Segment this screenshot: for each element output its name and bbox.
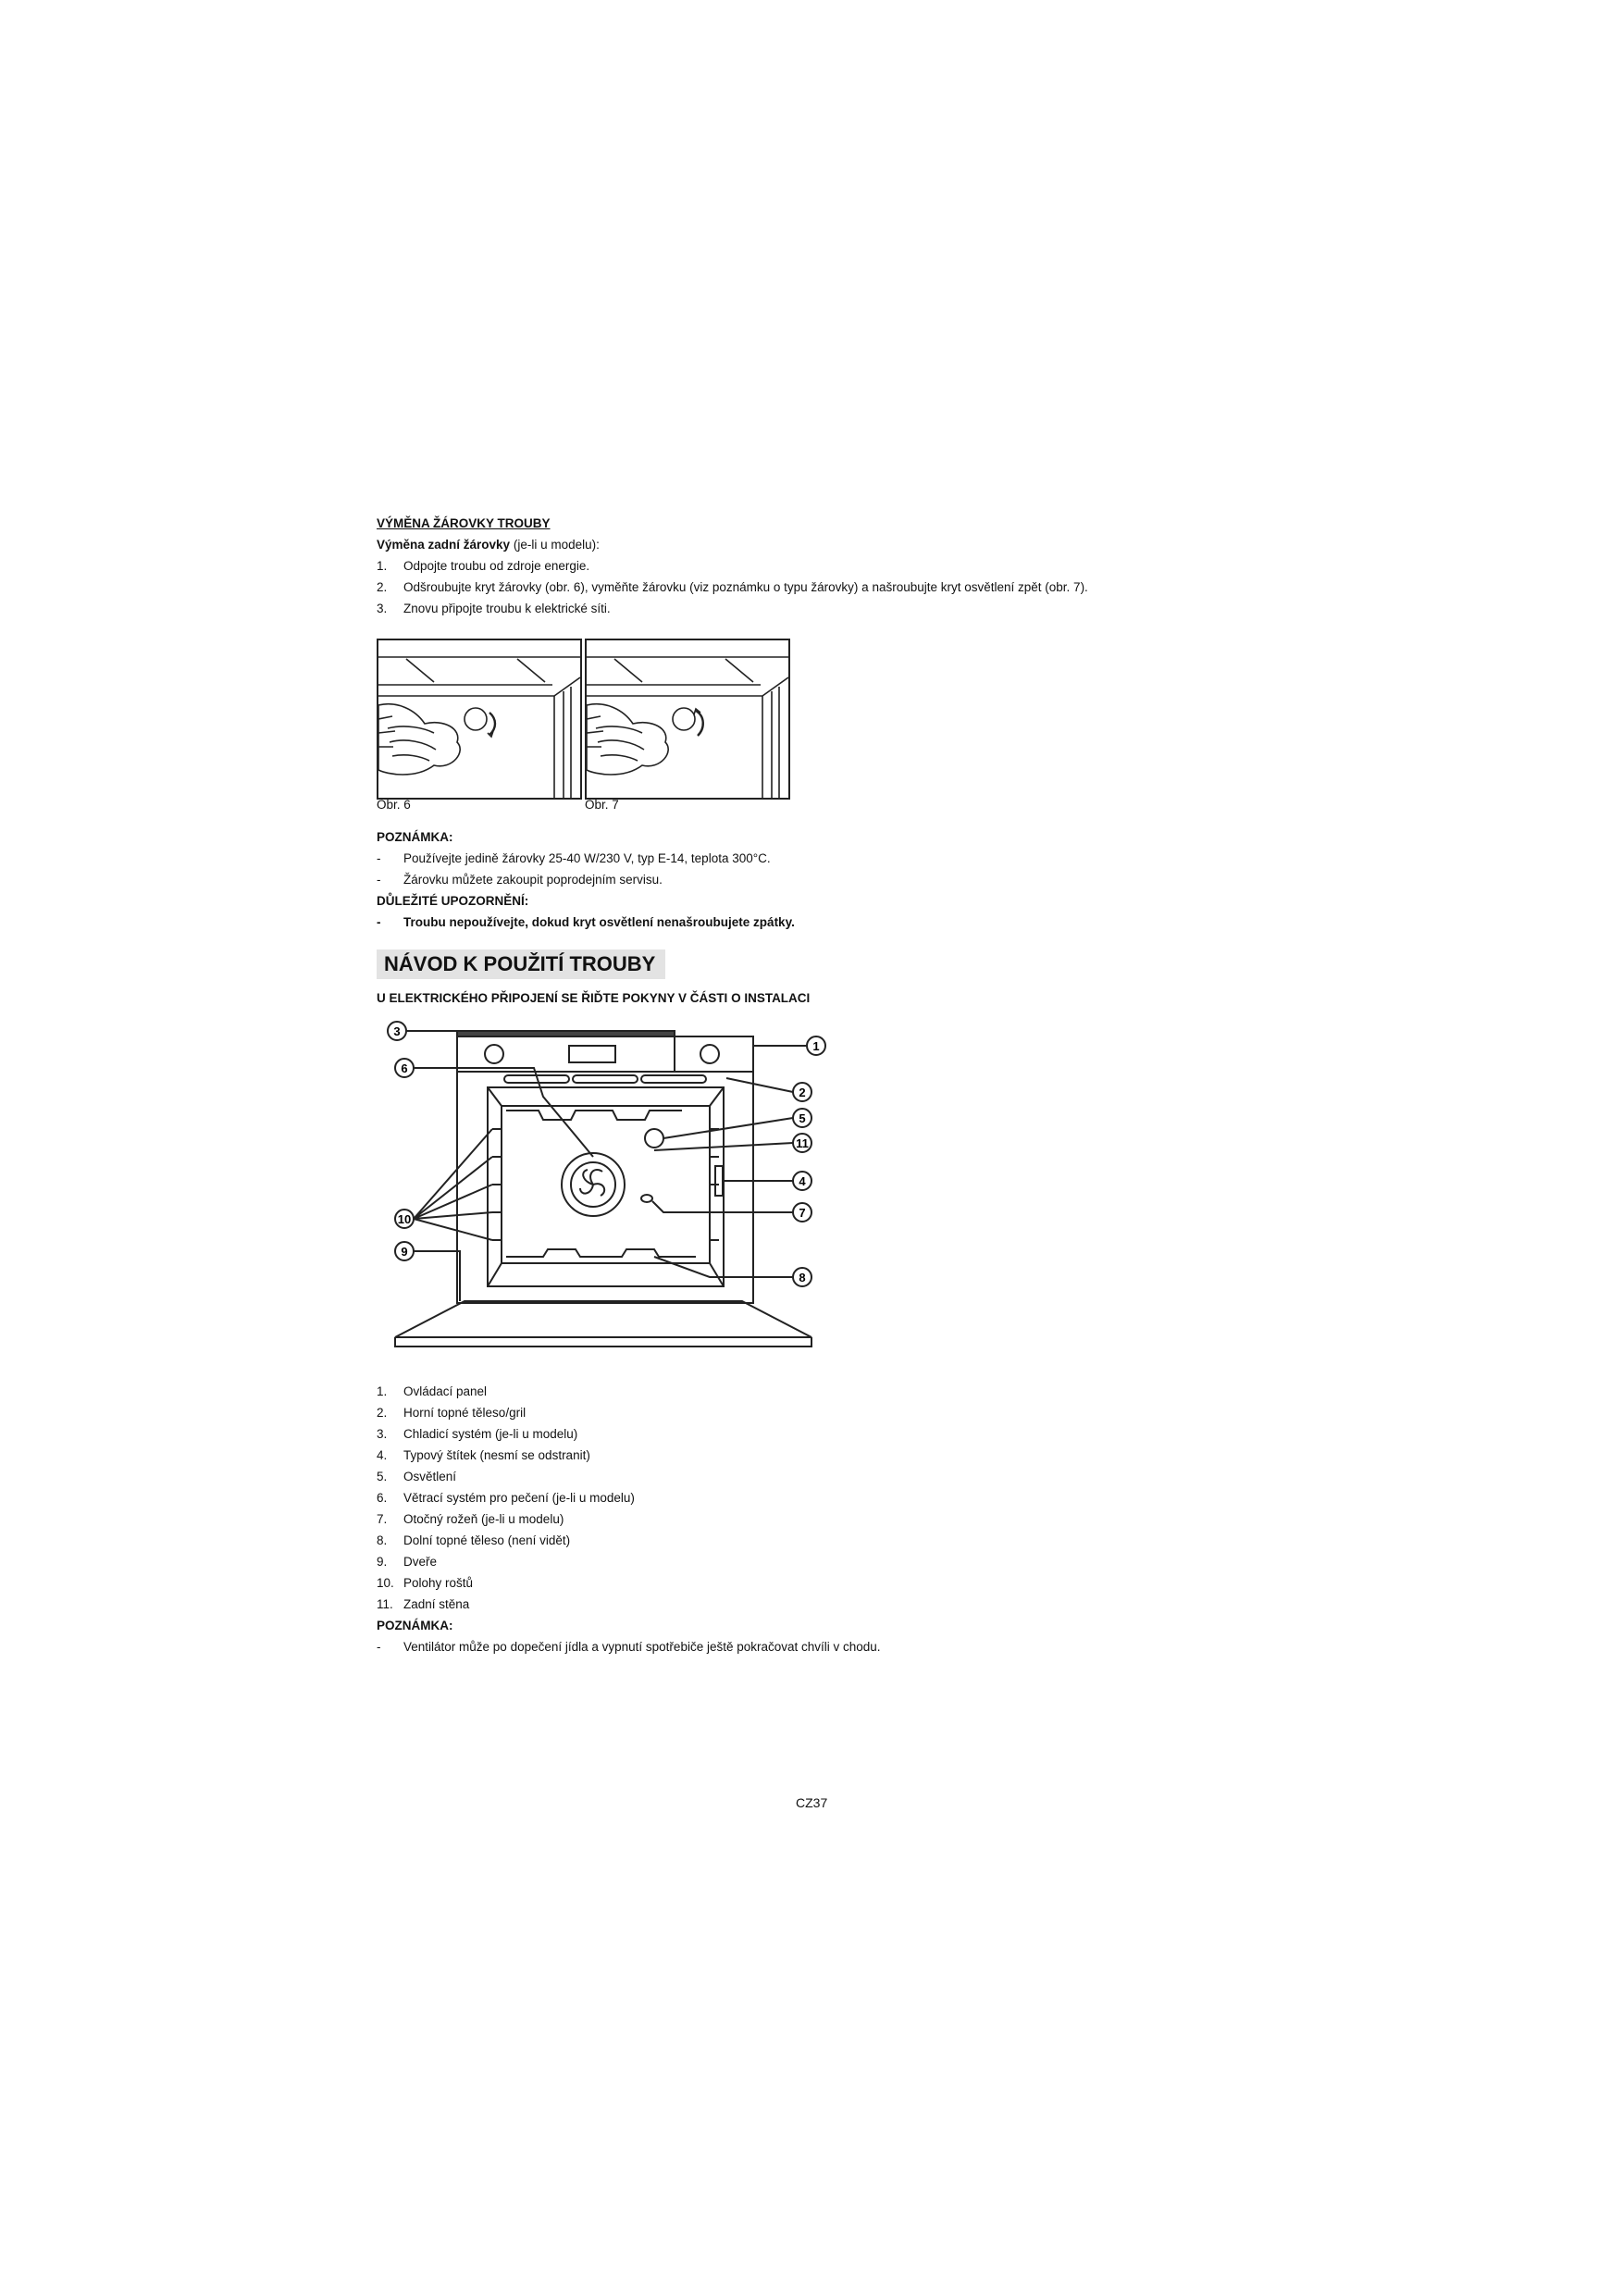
step-item — [377, 577, 1088, 598]
list-item — [377, 1572, 895, 1594]
list-item — [377, 1402, 895, 1423]
note-text: Používejte jedině žárovky 25-40 W/230 V, typ E-14, teplota 300°C. — [403, 851, 771, 865]
svg-text:3: 3 — [393, 1024, 401, 1038]
svg-text:6: 6 — [401, 1061, 408, 1075]
svg-text:8: 8 — [799, 1271, 806, 1285]
svg-text:5: 5 — [799, 1111, 806, 1125]
list-item — [377, 1487, 895, 1508]
part-num: 5. — [377, 1470, 388, 1483]
note-2-item — [377, 1636, 895, 1657]
part-text: Osvětlení — [403, 1470, 457, 1483]
list-item — [377, 1445, 895, 1466]
control-knob-right-icon — [700, 1045, 719, 1063]
note-dash: - — [377, 851, 381, 865]
section-2-title: NÁVOD K POUŽITÍ TROUBY — [377, 949, 665, 979]
lamp-unscrew-drawing — [378, 640, 580, 798]
lamp-screw-drawing — [587, 640, 788, 798]
figure-6-illustration — [377, 639, 582, 800]
figure-6-caption: Obr. 6 — [377, 798, 411, 812]
part-text: Dolní topné těleso (není vidět) — [403, 1533, 571, 1547]
notes-block — [377, 826, 895, 933]
part-text: Dveře — [403, 1555, 438, 1569]
note-text: Žárovku můžete zakoupit poprodejním servisu. — [403, 873, 663, 887]
part-text: Chladicí systém (je-li u modelu) — [403, 1427, 578, 1441]
list-item — [377, 1594, 895, 1615]
part-num: 4. — [377, 1448, 388, 1462]
svg-text:1: 1 — [812, 1039, 820, 1053]
step-num: 3. — [377, 602, 388, 615]
display-window — [569, 1046, 615, 1062]
part-num: 3. — [377, 1427, 388, 1441]
part-num: 8. — [377, 1533, 388, 1547]
installation-instruction: U ELEKTRICKÉHO PŘIPOJENÍ SE ŘIĎTE POKYNY V ČÁSTI O INSTALACI — [377, 991, 811, 1005]
note-dash: - — [377, 873, 381, 887]
svg-text:11: 11 — [796, 1136, 809, 1150]
figure-7-illustration — [585, 639, 790, 800]
bottom-heating-element — [506, 1249, 696, 1257]
note-2-title: POZNÁMKA: — [377, 1619, 453, 1632]
warning-dash: - — [377, 915, 381, 929]
part-num: 11. — [377, 1597, 393, 1611]
part-num: 10. — [377, 1576, 394, 1590]
list-item — [377, 1466, 895, 1487]
step-text: Znovu připojte troubu k elektrické síti. — [403, 602, 611, 615]
step-item — [377, 555, 895, 577]
part-text: Zadní stěna — [403, 1597, 470, 1611]
figure-7-caption: Obr. 7 — [585, 798, 619, 812]
svg-text:9: 9 — [401, 1245, 408, 1259]
spit-socket — [641, 1195, 652, 1202]
label-5 — [793, 1109, 812, 1127]
note-text: Ventilátor může po dopečení jídla a vypnutí spotřebiče ještě pokračovat chvíli v chodu. — [403, 1640, 881, 1654]
label-10 — [395, 1210, 414, 1228]
warning-title: DŮLEŽITÉ UPOZORNĚNÍ: — [377, 894, 529, 908]
oven-lamp-icon — [645, 1129, 663, 1148]
part-num: 1. — [377, 1384, 388, 1398]
part-num: 6. — [377, 1491, 388, 1505]
part-num: 2. — [377, 1406, 388, 1420]
label-3 — [388, 1022, 406, 1040]
list-item — [377, 1423, 895, 1445]
step-item — [377, 598, 895, 619]
part-text: Větrací systém pro pečení (je-li u modelu) — [403, 1491, 635, 1505]
step-num: 1. — [377, 559, 388, 573]
subtitle-rest: (je-li u modelu): — [510, 538, 600, 552]
top-heating-element — [506, 1111, 682, 1120]
section-title: VÝMĚNA ŽÁROVKY TROUBY — [377, 516, 551, 530]
part-num: 7. — [377, 1512, 388, 1526]
label-7 — [793, 1203, 812, 1222]
part-text: Horní topné těleso/gril — [403, 1406, 527, 1420]
list-item — [377, 1508, 895, 1530]
list-item — [377, 1551, 895, 1572]
label-9 — [395, 1242, 414, 1260]
label-2 — [793, 1083, 812, 1101]
note-dash: - — [377, 1640, 381, 1654]
step-num: 2. — [377, 580, 388, 594]
part-text: Polohy roštů — [403, 1576, 474, 1590]
section-lamp-replacement — [377, 513, 1088, 619]
warning-text: Troubu nepoužívejte, dokud kryt osvětlení nenašroubujete zpátky. — [403, 915, 795, 929]
svg-text:2: 2 — [799, 1086, 806, 1099]
label-1 — [807, 1036, 825, 1055]
note-item — [377, 869, 895, 890]
list-item — [377, 1381, 895, 1402]
label-6 — [395, 1059, 414, 1077]
note-item — [377, 848, 895, 869]
part-text: Ovládací panel — [403, 1384, 488, 1398]
parts-list — [377, 1381, 895, 1657]
part-text: Otočný rožeň (je-li u modelu) — [403, 1512, 564, 1526]
rating-plate — [715, 1166, 723, 1196]
step-text: Odpojte troubu od zdroje energie. — [403, 559, 590, 573]
label-4 — [793, 1172, 812, 1190]
subtitle-bold: Výměna zadní žárovky — [377, 538, 511, 552]
oven-diagram — [377, 1018, 835, 1370]
control-knob-left-icon — [485, 1045, 503, 1063]
note-title: POZNÁMKA: — [377, 830, 453, 844]
svg-text:10: 10 — [397, 1212, 412, 1226]
svg-text:7: 7 — [799, 1206, 806, 1220]
step-text: Odšroubujte kryt žárovky (obr. 6), vyměňte žárovku (viz poznámku o typu žárovky) a našroubujte kryt osvětlení zpět (obr. 7). — [403, 580, 1088, 594]
warning-item — [377, 912, 895, 933]
control-panel — [457, 1036, 675, 1072]
label-11 — [793, 1134, 812, 1152]
list-item — [377, 1530, 895, 1551]
part-text: Typový štítek (nesmí se odstranit) — [403, 1448, 590, 1462]
part-num: 9. — [377, 1555, 388, 1569]
section-subtitle — [377, 534, 895, 555]
oven-door — [395, 1301, 812, 1337]
label-8 — [793, 1268, 812, 1286]
svg-text:4: 4 — [799, 1174, 806, 1188]
page-number: CZ37 — [796, 1795, 828, 1810]
